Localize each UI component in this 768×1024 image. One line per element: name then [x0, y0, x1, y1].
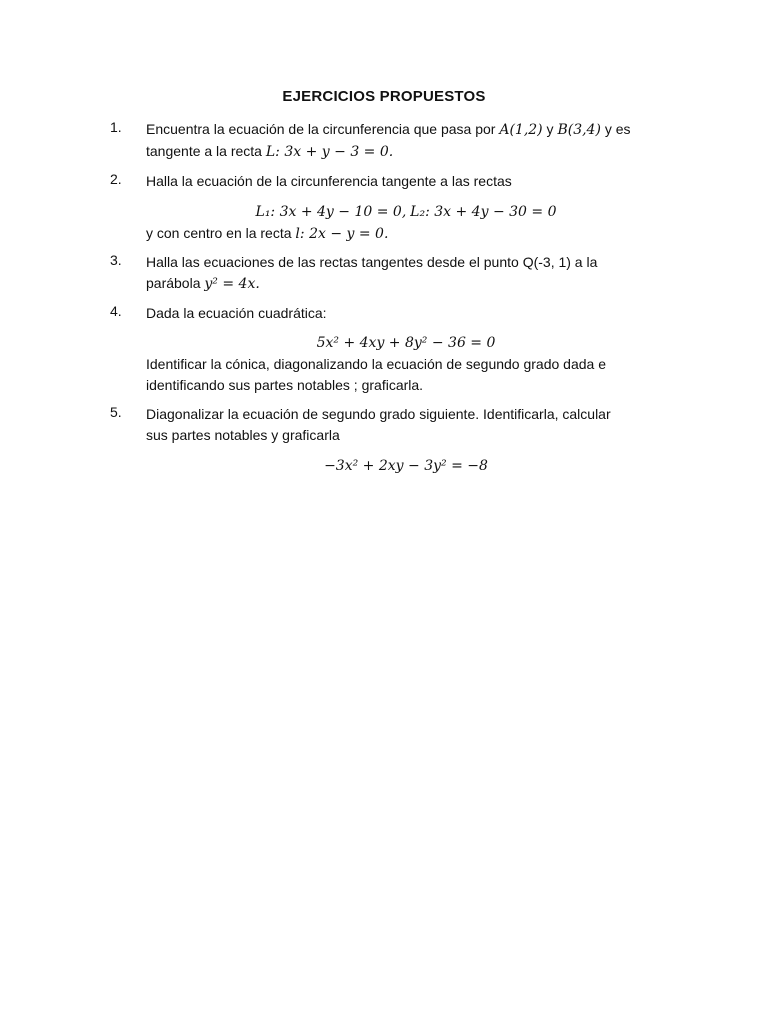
exercise-line: Dada la ecuación cuadrática:: [146, 305, 327, 321]
exercise-text: [146, 252, 666, 295]
exercise-line: identificando sus partes notables ; graficarla.: [146, 377, 424, 393]
exercise-line: parábola: [146, 275, 201, 291]
math-equation: y² = 4x.: [204, 276, 260, 292]
exercise-line: Encuentra la ecuación de la circunferencia que pasa por: [146, 121, 496, 137]
exercise-line: Halla las ecuaciones de las rectas tangentes desde el punto Q(-3, 1) a la: [146, 254, 598, 270]
exercise-number: 4.: [110, 303, 122, 319]
exercise-line: Diagonalizar la ecuación de segundo grado siguiente. Identificarla, calcular: [146, 406, 611, 422]
exercise-line: Identificar la cónica, diagonalizando la ecuación de segundo grado dada e: [146, 356, 607, 372]
exercise-line: tangente a la recta: [146, 143, 262, 159]
exercise-text: [146, 119, 666, 163]
exercise-line-end: y es: [604, 121, 631, 137]
math-point-b: B(3,4): [557, 122, 601, 138]
exercise-line: sus partes notables y graficarla: [146, 427, 340, 443]
exercise-number: 5.: [110, 404, 122, 420]
math-equation: 5x² + 4xy + 8y² − 36 = 0: [316, 335, 496, 351]
conjunction: y: [546, 121, 554, 137]
exercise-text: [146, 303, 666, 396]
exercise-text: [146, 404, 666, 477]
exercise-number: 2.: [110, 171, 122, 187]
exercise-number: 3.: [110, 252, 122, 268]
exercise-line: y con centro en la recta: [146, 225, 292, 241]
math-equation: L: 3x + y − 3 = 0.: [265, 144, 394, 160]
math-equation-l2: L₂: 3x + 4y − 30 = 0: [410, 204, 557, 220]
exercise-text: [146, 171, 666, 245]
math-point-a: A(1,2): [499, 122, 543, 138]
math-equation: −3x² + 2xy − 3y² = −8: [324, 458, 488, 474]
page-title: EJERCICIOS PROPUESTOS: [282, 88, 486, 105]
math-equation: l: 2x − y = 0.: [295, 226, 389, 242]
math-equation-l1: L₁: 3x + 4y − 10 = 0,: [255, 204, 407, 220]
exercise-line: Halla la ecuación de la circunferencia tangente a las rectas: [146, 173, 512, 189]
exercise-number: 1.: [110, 119, 122, 135]
